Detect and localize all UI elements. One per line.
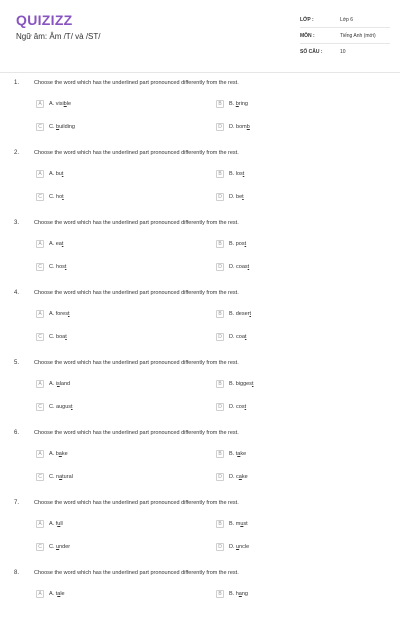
underlined-part: t	[242, 171, 245, 177]
answer-option-d[interactable]	[216, 472, 248, 482]
option-text: A. visible	[49, 101, 72, 107]
underlined-part: t	[67, 311, 70, 317]
option-text: D. coat	[229, 334, 247, 340]
option-text: B. post	[229, 241, 247, 247]
option-letter-badge: B	[216, 590, 224, 598]
answer-option-b[interactable]	[216, 169, 244, 179]
option-text: C. natural	[49, 474, 73, 480]
answer-option-c[interactable]	[36, 332, 67, 342]
option-text: B. hang	[229, 591, 248, 597]
underlined-part: t	[249, 311, 252, 317]
question-3	[0, 218, 400, 288]
option-letter-badge: D	[216, 473, 224, 481]
meta-table	[300, 12, 390, 59]
answer-option-d[interactable]	[216, 192, 244, 202]
option-letter-badge: B	[216, 380, 224, 388]
underlined-part: t	[242, 194, 244, 200]
answer-option-c[interactable]	[36, 542, 70, 552]
worksheet-header	[0, 0, 400, 72]
underlined-part: a	[238, 591, 242, 597]
answer-option-c[interactable]	[36, 122, 75, 132]
answer-option-d[interactable]	[216, 122, 250, 132]
option-letter-badge: B	[216, 450, 224, 458]
option-letter-badge: D	[216, 263, 224, 271]
question-1	[0, 78, 400, 148]
answer-option-b[interactable]	[216, 309, 251, 319]
question-number: 7.	[14, 500, 20, 506]
answer-option-b[interactable]	[216, 99, 248, 109]
answer-option-b[interactable]	[216, 519, 248, 529]
answer-option-b[interactable]	[216, 239, 246, 249]
underlined-part: t	[244, 334, 247, 340]
option-text: C. boat	[49, 334, 67, 340]
question-text: Choose the word which has the underlined part pronounced differently from the rest.	[34, 570, 239, 576]
underlined-part: s	[56, 381, 60, 387]
underlined-part: u	[56, 544, 60, 550]
option-letter-badge: C	[36, 333, 44, 341]
underlined-part: t	[64, 264, 67, 270]
option-text: B. take	[229, 451, 247, 457]
option-letter-badge: A	[36, 380, 44, 388]
answer-option-b[interactable]	[216, 589, 248, 599]
underlined-part: t	[251, 381, 254, 387]
meta-row-count	[300, 44, 390, 59]
underlined-part: b	[63, 101, 67, 107]
option-letter-badge: D	[216, 403, 224, 411]
underlined-part: t	[247, 264, 250, 270]
question-text: Choose the word which has the underlined part pronounced differently from the rest.	[34, 220, 239, 226]
question-text: Choose the word which has the underlined part pronounced differently from the rest.	[34, 430, 239, 436]
worksheet-title: Ngữ âm: Âm /T/ và /ST/	[16, 32, 101, 41]
answer-option-a[interactable]	[36, 169, 63, 179]
question-text: Choose the word which has the underlined part pronounced differently from the rest.	[34, 360, 239, 366]
option-text: A. eat	[49, 241, 64, 247]
option-letter-badge: C	[36, 193, 44, 201]
option-letter-badge: B	[216, 310, 224, 318]
option-letter-badge: A	[36, 590, 44, 598]
option-text: B. lost	[229, 171, 245, 177]
question-7	[0, 498, 400, 568]
underlined-part: a	[58, 451, 62, 457]
question-text: Choose the word which has the underlined part pronounced differently from the rest.	[34, 290, 239, 296]
question-8	[0, 568, 400, 638]
answer-option-a[interactable]	[36, 239, 63, 249]
question-number: 8.	[14, 570, 20, 576]
option-text: A. bake	[49, 451, 68, 457]
option-text: D. coast	[229, 264, 250, 270]
question-text: Choose the word which has the underlined part pronounced differently from the rest.	[34, 500, 239, 506]
answer-option-c[interactable]	[36, 192, 64, 202]
answer-option-d[interactable]	[216, 262, 249, 272]
answer-option-b[interactable]	[216, 379, 253, 389]
answer-option-a[interactable]	[36, 379, 70, 389]
meta-row-subject	[300, 28, 390, 44]
question-number: 2.	[14, 150, 20, 156]
option-text: D. cost	[229, 404, 247, 410]
question-text: Choose the word which has the underlined part pronounced differently from the rest.	[34, 150, 239, 156]
answer-option-a[interactable]	[36, 519, 63, 529]
meta-key: SỐ CÂU :	[300, 48, 323, 55]
option-text: B. biggest	[229, 381, 254, 387]
option-text: D. cake	[229, 474, 248, 480]
underlined-part: t	[71, 404, 73, 410]
option-text: A. tale	[49, 591, 65, 597]
option-letter-badge: A	[36, 100, 44, 108]
option-letter-badge: B	[216, 240, 224, 248]
option-text: C. under	[49, 544, 71, 550]
option-text: B. bring	[229, 101, 248, 107]
answer-option-d[interactable]	[216, 542, 249, 552]
option-text: C. building	[49, 124, 75, 130]
header-divider	[0, 72, 400, 73]
underlined-part: b	[56, 124, 60, 130]
question-number: 1.	[14, 80, 20, 86]
underlined-part: b	[246, 124, 250, 130]
option-text: A. full	[49, 521, 63, 527]
option-letter-badge: C	[36, 543, 44, 551]
underlined-part: t	[62, 194, 64, 200]
answer-option-c[interactable]	[36, 402, 73, 412]
meta-key: MÔN :	[300, 32, 315, 39]
answer-option-c[interactable]	[36, 262, 66, 272]
option-text: C. august	[49, 404, 73, 410]
answer-option-a[interactable]	[36, 449, 68, 459]
question-number: 5.	[14, 360, 20, 366]
question-list	[0, 78, 400, 638]
option-letter-badge: B	[216, 520, 224, 528]
question-6	[0, 428, 400, 498]
option-text: C. hot	[49, 194, 64, 200]
question-number: 3.	[14, 220, 20, 226]
question-text: Choose the word which has the underlined part pronounced differently from the rest.	[34, 80, 239, 86]
answer-option-d[interactable]	[216, 402, 246, 412]
option-letter-badge: D	[216, 193, 224, 201]
question-5	[0, 358, 400, 428]
question-number: 4.	[14, 290, 20, 296]
option-text: A. forest	[49, 311, 70, 317]
option-letter-badge: C	[36, 473, 44, 481]
option-letter-badge: D	[216, 543, 224, 551]
option-text: C. host	[49, 264, 67, 270]
underlined-part: u	[57, 521, 61, 527]
underlined-part: t	[65, 334, 67, 340]
underlined-part: t	[244, 404, 247, 410]
answer-option-c[interactable]	[36, 472, 73, 482]
answer-option-a[interactable]	[36, 309, 69, 319]
underlined-part: a	[59, 474, 63, 480]
answer-option-b[interactable]	[216, 449, 246, 459]
option-text: D. bet	[229, 194, 244, 200]
quizizz-logo: QUIZIZZ	[16, 12, 73, 28]
option-text: A. island	[49, 381, 71, 387]
option-text: B. desert	[229, 311, 252, 317]
option-text: A. but	[49, 171, 64, 177]
answer-option-d[interactable]	[216, 332, 246, 342]
option-letter-badge: B	[216, 170, 224, 178]
option-text: D. bomb	[229, 124, 250, 130]
meta-key: LỚP :	[300, 16, 314, 23]
option-text: D. uncle	[229, 544, 250, 550]
option-letter-badge: A	[36, 170, 44, 178]
option-letter-badge: A	[36, 520, 44, 528]
option-letter-badge: D	[216, 333, 224, 341]
option-letter-badge: C	[36, 263, 44, 271]
option-letter-badge: B	[216, 100, 224, 108]
answer-option-a[interactable]	[36, 99, 71, 109]
option-letter-badge: D	[216, 123, 224, 131]
question-2	[0, 148, 400, 218]
underlined-part: a	[57, 591, 61, 597]
underlined-part: t	[244, 241, 247, 247]
option-letter-badge: A	[36, 240, 44, 248]
underlined-part: b	[235, 101, 239, 107]
underlined-part: a	[237, 451, 241, 457]
meta-value: 10	[340, 48, 346, 55]
meta-value: Lớp 6	[340, 16, 354, 23]
meta-value: Tiếng Anh (mới)	[340, 32, 376, 39]
underlined-part: u	[236, 544, 240, 550]
underlined-part: t	[61, 241, 64, 247]
underlined-part: t	[61, 171, 64, 177]
option-letter-badge: C	[36, 123, 44, 131]
option-text: B. must	[229, 521, 248, 527]
meta-row-class	[300, 12, 390, 28]
underlined-part: u	[240, 521, 244, 527]
option-letter-badge: A	[36, 310, 44, 318]
option-letter-badge: C	[36, 403, 44, 411]
question-number: 6.	[14, 430, 20, 436]
question-4	[0, 288, 400, 358]
option-letter-badge: A	[36, 450, 44, 458]
answer-option-a[interactable]	[36, 589, 65, 599]
underlined-part: a	[238, 474, 242, 480]
